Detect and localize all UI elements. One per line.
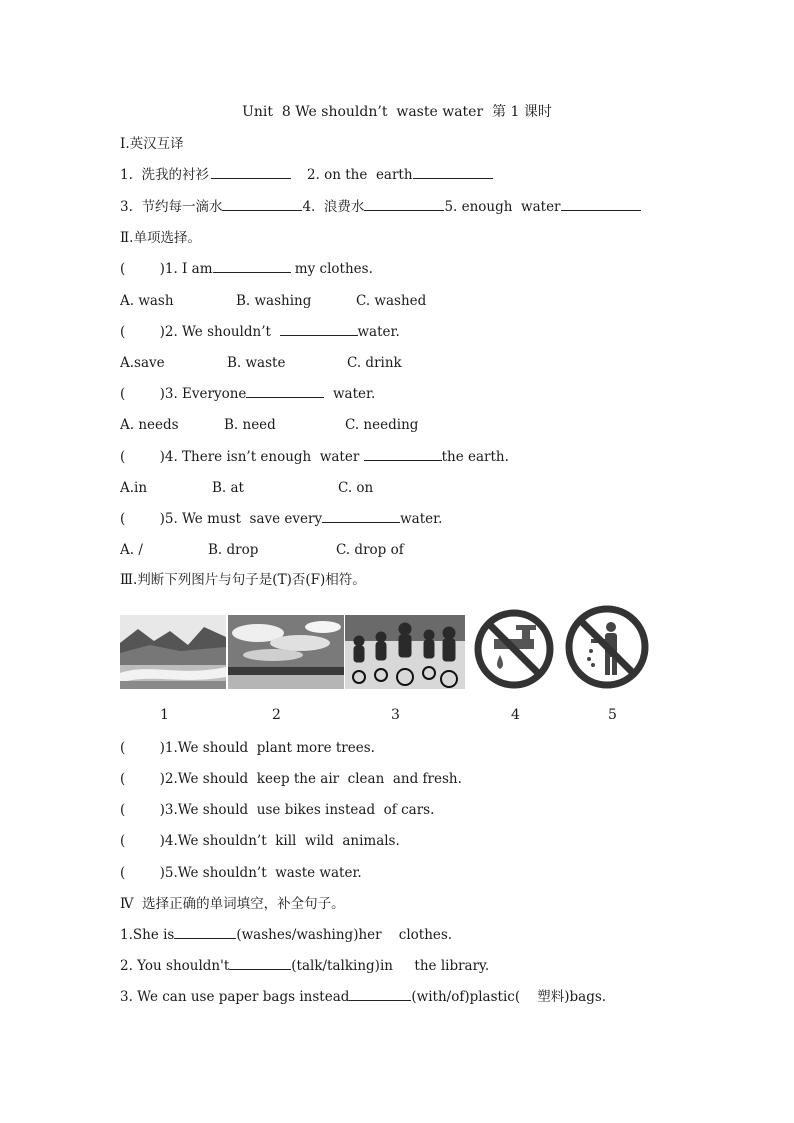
question-text: ( )4. There isn’t enough water — [120, 449, 364, 465]
answer-blank[interactable] — [213, 260, 291, 273]
question-text: ( )5. We must save every — [120, 511, 323, 527]
answer-blank[interactable] — [349, 988, 411, 1001]
clean-air-sky-image — [228, 615, 344, 689]
section-4-heading: Ⅳ 选择正确的单词填空，补全句子。 — [120, 896, 345, 912]
section-1-heading: Ⅰ.英汉互译 — [120, 136, 184, 152]
answer-blank[interactable] — [211, 166, 291, 179]
q4-text: 4. 浪费水 — [302, 199, 365, 215]
judge-item-1: ( )1.We should plant more trees. — [120, 740, 375, 756]
picture-label-2: 2 — [272, 707, 281, 723]
section-2-heading: Ⅱ.单项选择。 — [120, 230, 201, 246]
answer-blank[interactable] — [246, 385, 324, 398]
mc-options-4 — [120, 479, 640, 497]
answer-blank[interactable] — [561, 198, 641, 211]
judge-item-2: ( )2.We should keep the air clean and fresh. — [120, 771, 462, 787]
answer-blank[interactable] — [222, 198, 302, 211]
answer-blank[interactable] — [174, 926, 236, 939]
judge-item-3: ( )3.We should use bikes instead of cars. — [120, 802, 435, 818]
river-valley-image — [120, 615, 226, 689]
question-text: my clothes. — [290, 261, 373, 277]
mc-question-5 — [120, 510, 442, 528]
option-b[interactable]: B. need — [224, 417, 276, 433]
mc-question-1 — [120, 260, 373, 278]
question-text: 1.She is — [120, 927, 175, 943]
no-littering-sign-icon — [565, 605, 649, 689]
picture-label-1: 1 — [160, 707, 169, 723]
answer-blank[interactable] — [322, 510, 400, 523]
q1-text: 1. 洗我的衬衫 — [120, 167, 209, 183]
section-3-heading: Ⅲ.判断下列图片与句子是(T)否(F)相符。 — [120, 572, 366, 588]
option-a[interactable]: A. wash — [120, 293, 174, 309]
answer-blank[interactable] — [413, 166, 493, 179]
option-b[interactable]: B. waste — [227, 355, 286, 371]
option-a[interactable]: A. needs — [120, 417, 179, 433]
picture-label-4: 4 — [511, 707, 520, 723]
answer-blank[interactable] — [364, 448, 442, 461]
option-b[interactable]: B. washing — [236, 293, 312, 309]
judge-item-4: ( )4.We shouldn’t kill wild animals. — [120, 833, 400, 849]
answer-blank[interactable] — [280, 323, 358, 336]
question-text: (washes/washing)her clothes. — [236, 927, 453, 943]
judge-item-5: ( )5.We shouldn’t waste water. — [120, 865, 362, 881]
mc-question-3 — [120, 385, 375, 403]
option-c[interactable]: C. on — [338, 480, 374, 496]
option-c[interactable]: C. needing — [345, 417, 419, 433]
question-text: 2. You shouldn't — [120, 958, 230, 974]
mc-question-2 — [120, 323, 400, 341]
mc-options-2 — [120, 354, 640, 372]
q2-text: 2. on the earth — [306, 167, 413, 183]
option-b[interactable]: B. at — [212, 480, 244, 496]
children-riding-bikes-image — [345, 615, 465, 689]
mc-question-4 — [120, 448, 509, 466]
picture-label-5: 5 — [608, 707, 617, 723]
q5-text: 5. enough water — [444, 199, 561, 215]
option-b[interactable]: B. drop — [208, 542, 259, 558]
question-text: (with/of)plastic( 塑料)bags. — [411, 989, 607, 1005]
fill-item-1 — [120, 926, 452, 944]
option-c[interactable]: C. washed — [356, 293, 427, 309]
question-text: ( )1. I am — [120, 261, 213, 277]
question-text: water. — [400, 511, 443, 527]
mc-options-1 — [120, 292, 640, 310]
mc-options-3 — [120, 416, 640, 434]
question-text: water. — [324, 386, 376, 402]
option-a[interactable]: A.in — [120, 480, 148, 496]
answer-blank[interactable] — [229, 957, 291, 970]
question-text: 3. We can use paper bags instead — [120, 989, 350, 1005]
question-text: the earth. — [441, 449, 509, 465]
question-text: (talk/talking)in the library. — [291, 958, 490, 974]
q3-text: 3. 节约每一滴水 — [120, 199, 223, 215]
option-a[interactable]: A. / — [120, 542, 143, 558]
picture-label-3: 3 — [391, 707, 400, 723]
question-text: ( )3. Everyone — [120, 386, 247, 402]
option-c[interactable]: C. drink — [347, 355, 402, 371]
page-title: Unit 8 We shouldn’t waste water 第 1 课时 — [242, 104, 552, 120]
mc-options-5 — [120, 541, 640, 559]
option-c[interactable]: C. drop of — [336, 542, 404, 558]
option-a[interactable]: A.save — [120, 355, 165, 371]
question-text: ( )2. We shouldn’t — [120, 324, 280, 340]
no-wasting-water-sign-icon — [472, 609, 556, 689]
answer-blank[interactable] — [364, 198, 444, 211]
translation-row-1 — [120, 166, 493, 184]
translation-row-2 — [120, 198, 641, 216]
question-text: water. — [357, 324, 400, 340]
fill-item-2 — [120, 957, 489, 975]
fill-item-3 — [120, 988, 606, 1006]
